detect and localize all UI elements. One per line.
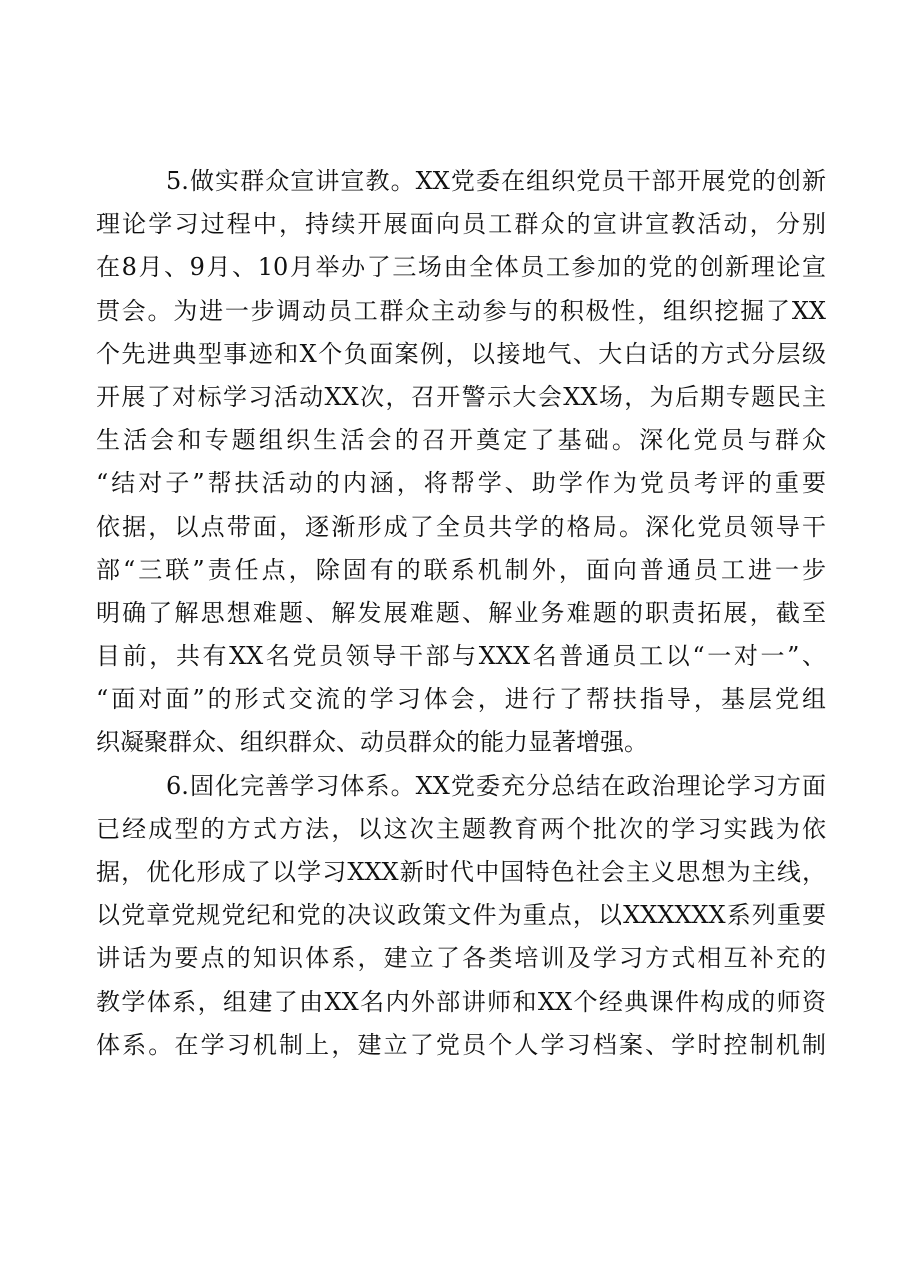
paragraph-line: 个先进典型事迹和X个负面案例，以接地气、大白话的方式分层级 <box>96 339 826 368</box>
paragraph-line: 部“三联”责任点，除固有的联系机制外，面向普通员工进一步 <box>96 555 826 584</box>
paragraph-line: 开展了对标学习活动XX次，召开警示大会XX场，为后期专题民主 <box>96 382 826 411</box>
document-body <box>96 160 826 1067</box>
paragraph-line: 依据，以点带面，逐渐形成了全员共学的格局。深化党员领导干 <box>96 512 826 541</box>
paragraph-line: “结对子”帮扶活动的内涵，将帮学、助学作为党员考评的重要 <box>96 469 826 498</box>
paragraph-line: 据，优化形成了以学习XXX新时代中国特色社会主义思想为主线， <box>96 858 826 886</box>
paragraph-line: 5.做实群众宣讲宣教。XX党委在组织党员干部开展党的创新 <box>166 167 826 195</box>
paragraph-line: 讲话为要点的知识体系，建立了各类培训及学习方式相互补充的 <box>96 944 826 973</box>
paragraph-line: 理论学习过程中，持续开展面向员工群众的宣讲宣教活动，分别 <box>96 210 826 239</box>
paragraph-line: 6.固化完善学习体系。XX党委充分总结在政治理论学习方面 <box>166 771 826 800</box>
paragraph-line: 织凝聚群众、组织群众、动员群众的能力显著增强。 <box>96 728 648 757</box>
paragraph-line: 教学体系，组建了由XX名内外部讲师和XX个经典课件构成的师资 <box>96 987 826 1016</box>
paragraph-line: “面对面”的形式交流的学习体会，进行了帮扶指导，基层党组 <box>96 685 826 714</box>
paragraph-6 <box>96 765 826 1067</box>
paragraph-line: 在8月、9月、10月举办了三场由全体员工参加的党的创新理论宣 <box>96 253 826 282</box>
paragraph-line: 以党章党规党纪和党的决议政策文件为重点，以XXXXXX系列重要 <box>96 901 826 930</box>
paragraph-line: 体系。在学习机制上，建立了党员个人学习档案、学时控制机制 <box>96 1030 826 1059</box>
paragraph-line: 目前，共有XX名党员领导干部与XXX名普通员工以“一对一”、 <box>96 642 826 671</box>
paragraph-line: 贯会。为进一步调动员工群众主动参与的积极性，组织挖掘了XX <box>96 296 826 325</box>
paragraph-line: 生活会和专题组织生活会的召开奠定了基础。深化党员与群众 <box>96 426 826 455</box>
paragraph-line: 已经成型的方式方法，以这次主题教育两个批次的学习实践为依 <box>96 814 826 843</box>
paragraph-5 <box>96 160 826 765</box>
paragraph-line: 明确了解思想难题、解发展难题、解业务难题的职责拓展，截至 <box>96 598 826 627</box>
